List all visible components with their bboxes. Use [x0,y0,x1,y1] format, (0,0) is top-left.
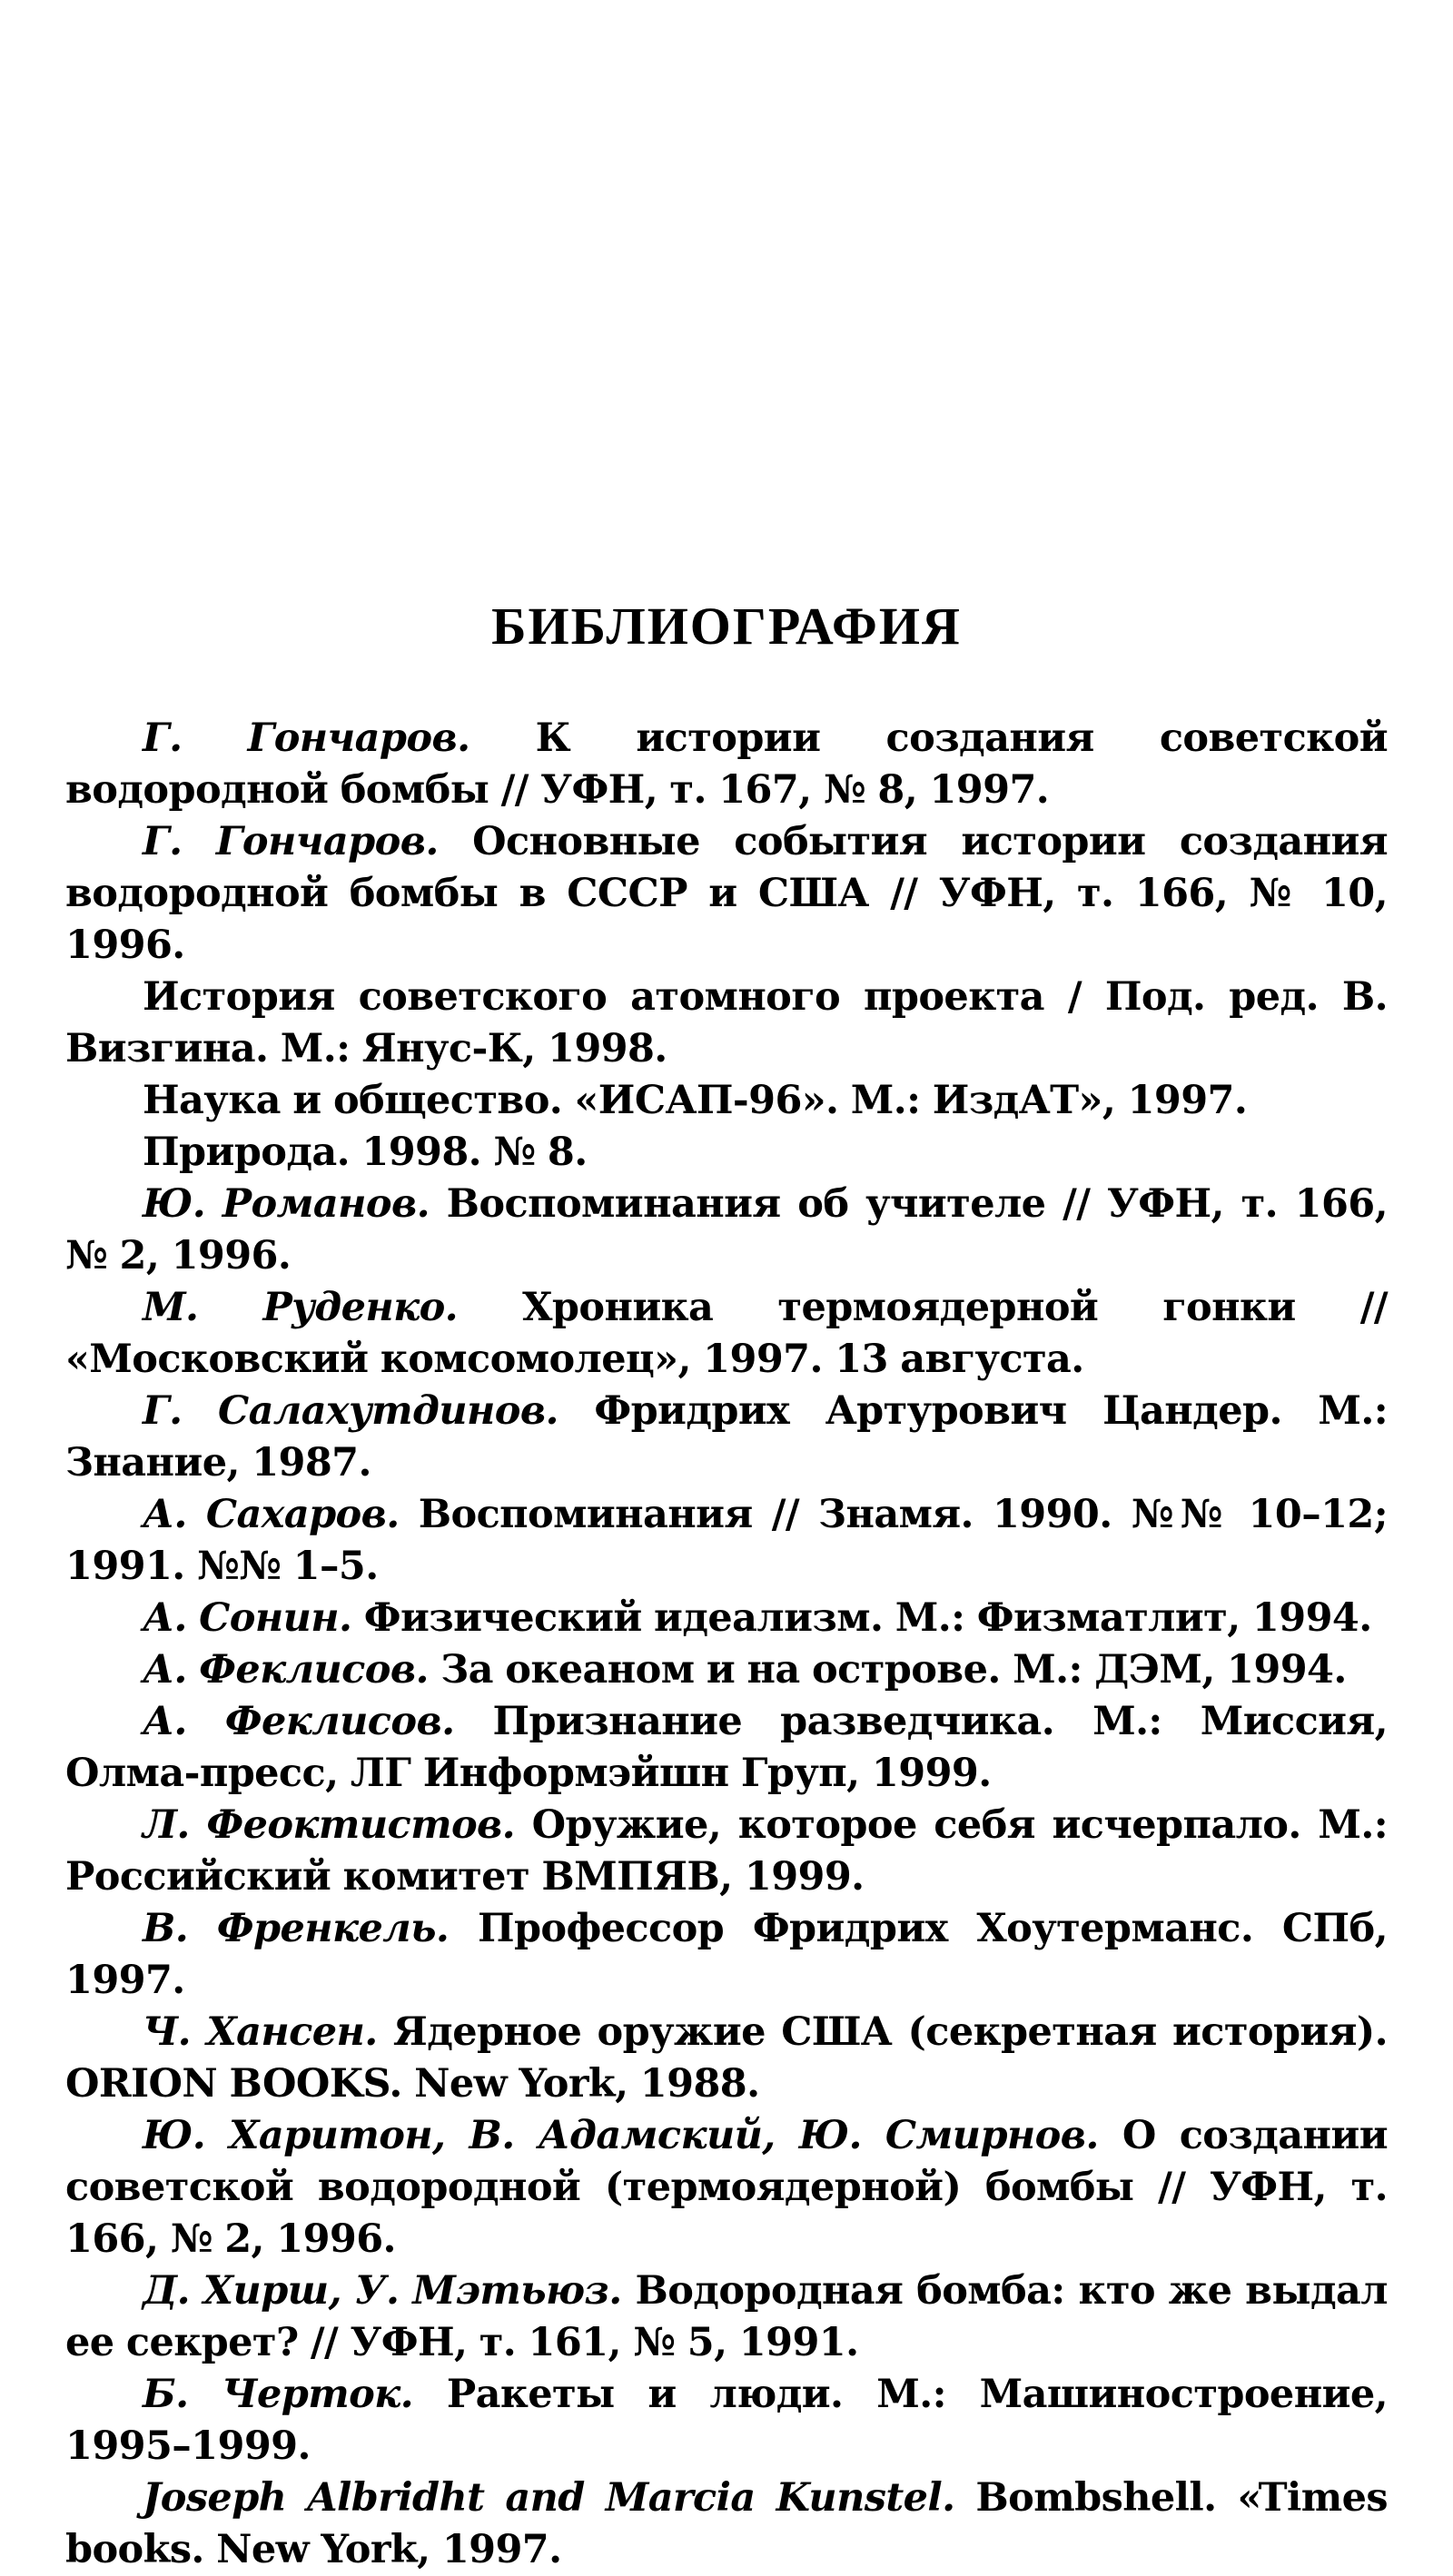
entry-text: Воспоминания // Знамя. 1990. №№ 10–12; 1991. №№ 1–5. [65,1492,1389,1589]
entry-author: А. Сахаров. [143,1492,400,1537]
entry-author: Ю. Харитон, В. Адамский, Ю. Смирнов. [143,2113,1099,2158]
entry-author: А. Сонин. [143,1595,352,1641]
entry-text: Наука и общество. «ИСАП-96». М.: ИздАТ», 1997. [143,1078,1248,1123]
entry-author: Л. Феоктистов. [143,1802,516,1848]
bibliography-entry [65,2007,1388,2110]
bibliography-entry [65,1386,1388,1489]
entry-author: Г. Гончаров. [143,716,470,761]
bibliography-entry [65,2110,1388,2265]
entry-author: Ч. Хансен. [143,2009,378,2055]
bibliography-entry [65,1800,1388,1903]
bibliography-entry [65,816,1388,972]
entry-text: Природа. 1998. № 8. [143,1130,588,1175]
entry-author: Б. Черток. [143,2372,414,2417]
entry-text: Оружие, которое себя исчерпало. М.: Российский комитет ВМПЯВ, 1999. [65,1802,1388,1900]
entry-text: За океаном и на острове. М.: ДЭМ, 1994. [428,1647,1347,1693]
entry-text: Ядерное оружие США (секретная история). ORION BOOKS. New York, 1988. [65,2009,1388,2107]
entry-author: А. Феклисов. [143,1647,429,1693]
bibliography-entry [65,1127,1388,1179]
bibliography-entry [65,1075,1388,1127]
entry-text: Воспоминания об учителе // УФН, т. 166, № 2, 1996. [65,1181,1388,1278]
entry-author: Д. Хирш, У. Мэтьюз. [143,2268,622,2314]
bibliography-list [65,713,1388,2576]
entry-author: А. Феклисов. [143,1699,455,1744]
entry-text: К истории создания советской водородной бомбы // УФН, т. 167, № 8, 1997. [65,716,1388,813]
bibliography-entry [65,1179,1388,1282]
entry-text: Хроника термоядерной гонки // «Московский комсомолец», 1997. 13 августа. [65,1285,1388,1382]
entry-text: Физический идеализм. М.: Физматлит, 1994. [351,1595,1372,1641]
entry-author: Г. Салахутдинов. [143,1388,558,1434]
bibliography-entry [65,713,1388,816]
bibliography-entry [65,972,1388,1075]
bibliography-entry [65,2472,1388,2576]
bibliography-entry [65,2369,1388,2472]
bibliography-entry [65,2265,1388,2369]
entry-text: Bombshell. «Times books. New York, 1997. [65,2475,1388,2572]
bibliography-entry [65,1489,1388,1593]
entry-text: О создании советской водородной (термоядерной) бомбы // УФН, т. 166, № 2, 1996. [65,2113,1389,2262]
entry-text: История советского атомного проекта / Под. ред. В. Визгина. М.: Янус-К, 1998. [65,974,1388,1071]
entry-author: Ю. Романов. [143,1181,430,1227]
entry-author: Г. Гончаров. [143,819,439,864]
entry-text: Профессор Фридрих Хоутерманс. СПб, 1997. [65,1906,1389,2003]
bibliography-entry [65,1696,1388,1800]
entry-author: Joseph Albridht and Marcia Kunstel. [143,2475,955,2521]
bibliography-entry [65,1903,1388,2007]
bibliography-entry [65,1644,1388,1696]
entry-author: В. Френкель. [143,1906,450,1951]
entry-author: М. Руденко. [143,1285,459,1330]
entry-text: Водородная бомба: кто же выдал ее секрет? // УФН, т. 161, № 5, 1991. [65,2268,1388,2365]
entry-text: Основные события истории создания водородной бомбы в СССР и США // УФН, т. 166, № 10, 1996. [65,819,1388,968]
bibliography-entry [65,1593,1388,1644]
entry-text: Фридрих Артурович Цандер. М.: Знание, 1987. [65,1388,1388,1485]
bibliography-entry [65,1282,1388,1386]
entry-text: Ракеты и люди. М.: Машиностроение, 1995–1999. [65,2372,1388,2469]
page-title: БИБЛИОГРАФИЯ [491,597,962,656]
entry-text: Признание разведчика. М.: Миссия, Олма-пресс, ЛГ Информэйшн Груп, 1999. [65,1699,1388,1796]
